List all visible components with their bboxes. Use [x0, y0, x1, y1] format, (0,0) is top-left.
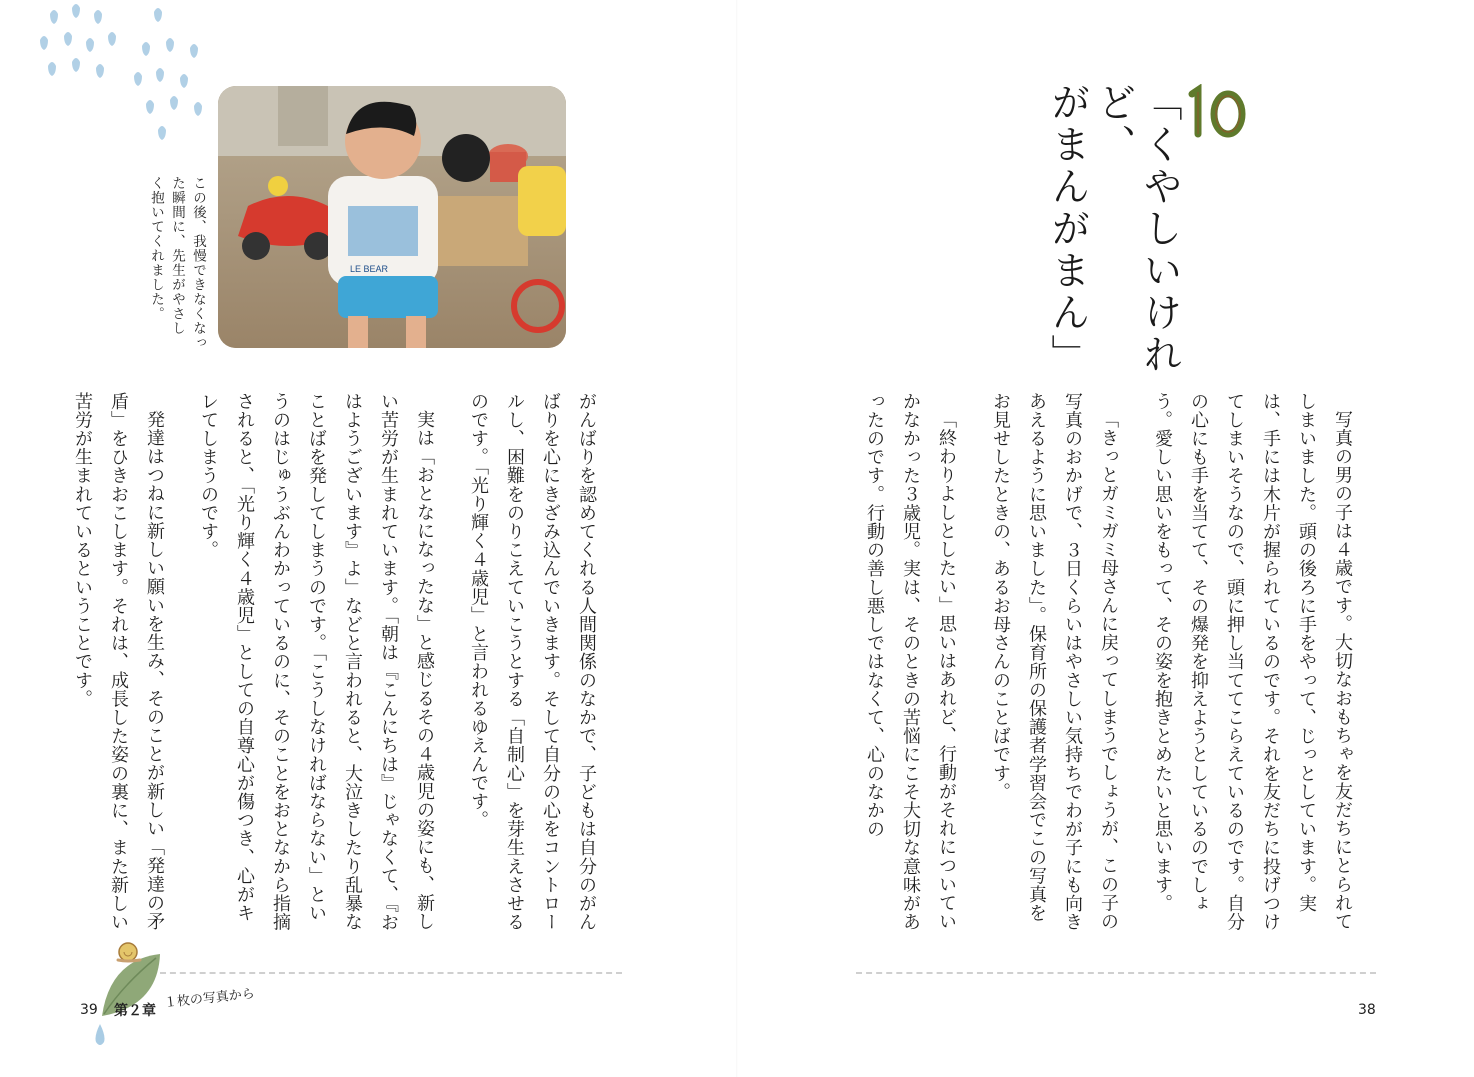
chapter-title-line: 「くやしいけれど、 [1091, 82, 1182, 376]
chapter-number [1184, 84, 1248, 140]
chapter-title-line: がまんがまん」 [1045, 82, 1090, 376]
photo-caption-line: この後、我慢できなくなっ [190, 176, 206, 350]
water-drip-icon [94, 1024, 106, 1046]
photo-boy-holding-head [218, 86, 566, 348]
chapter-title-text [1044, 82, 1182, 402]
left-page-body [46, 392, 622, 940]
left-page-number: 39 [80, 1002, 98, 1018]
book-gutter [736, 0, 738, 1077]
chapter-label: 第２章 [114, 1003, 156, 1019]
raindrops-pattern [30, 0, 220, 150]
section-label: １枚の写真から [163, 986, 256, 1011]
shirt-print-text: LE BEAR [350, 264, 389, 274]
photo-caption-line: た瞬間に、先生がやさし [169, 176, 185, 336]
chapter-number-artwork [1184, 84, 1248, 140]
body-paragraph: 写真の男の子は４歳です。大切なおもちゃを友だちにとられてしまいました。頭の後ろに手をやって、じっとしています。実は、手には木片が握られているのです。それを友だちに投げつけてしまいそうなので、頭に押し当ててこらえているのです。自分の心にも手を当てて、その爆発を抑えようとしているのでしょう。愛しい思いをもって、その姿を抱きとめたいと思います。 [1152, 392, 1353, 932]
photo-caption-line: く抱いてくれました。 [148, 176, 164, 321]
right-page-number: 38 [1358, 1002, 1376, 1018]
chapter-number-text [1184, 84, 1185, 85]
right-page-body [838, 392, 1378, 940]
body-paragraph: 「終わりよしとしたい」思いはあれど、行動がそれについていかなかった３歳児。実は、そのときの苦悩にこそ大切な意味があったのです。行動の善し悪しではなくて、心のなかの [864, 392, 957, 932]
body-paragraph: がんばりを認めてくれる人間関係のなかで、子どもは自分のがんばりを心にきざみ込んでいきます。そして自分の心をコントロールし、困難をのりこえていこうとする「自制心」を芽生えさせるのです。「光り輝く４歳児」と言われるゆえんです。 [468, 392, 597, 932]
body-paragraph: 実は「おとなになったな」と感じるその４歳児の姿にも、新しい苦労が生まれています。「朝は『こんにちは』じゃなくて、『おはようございます』よ」などと言われると、大泣きしたり乱暴なことばを発してしまうのです。「こうしなければならない」というのはじゅうぶんわかっているのに、そのことをおとなから指摘されると、「光り輝く４歳児」としての自尊心が傷つき、心がキレてしまうのです。 [198, 392, 435, 932]
chapter-title [1044, 82, 1182, 402]
body-paragraph: 「きっとガミガミ母さんに戻ってしまうでしょうが、この子の写真のおかげで、３日くらいはやさしい気持ちでわが子にも向きあえるように思いました」。保育所の保護者学習会でこの写真をお見せしたときの、あるお母さんのことばです。 [990, 392, 1119, 932]
body-paragraph: 発達はつねに新しい願いを生み、そのことが新しい「発達の矛盾」をひきおこします。それは、成長した姿の裏に、また新しい苦労が生まれているということです。 [72, 392, 165, 932]
footer-rule-left [160, 972, 622, 974]
footer-rule-right [856, 972, 1376, 974]
photo-caption [145, 176, 208, 376]
